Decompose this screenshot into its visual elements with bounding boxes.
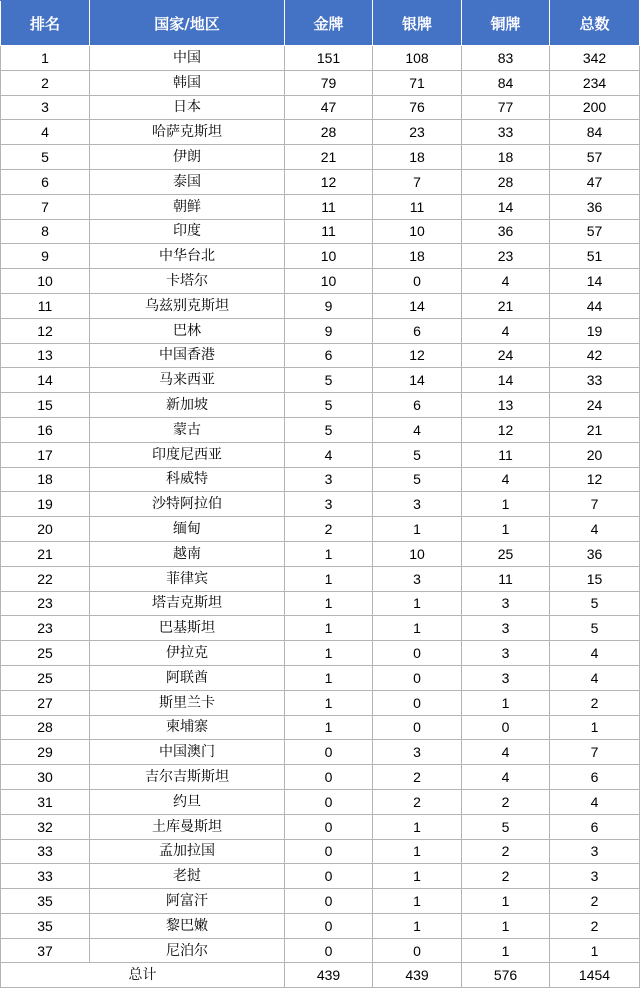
cell-gold: 0 <box>285 864 373 889</box>
cell-country: 印度尼西亚 <box>90 442 285 467</box>
cell-gold: 1 <box>285 591 373 616</box>
cell-country: 越南 <box>90 541 285 566</box>
header-rank: 排名 <box>1 1 90 46</box>
cell-rank: 31 <box>1 789 90 814</box>
cell-silver: 76 <box>373 95 462 120</box>
table-row <box>1 517 640 542</box>
cell-gold: 0 <box>285 814 373 839</box>
cell-gold: 1 <box>285 715 373 740</box>
cell-bronze: 33 <box>462 120 550 145</box>
header-row <box>1 1 640 46</box>
cell-bronze: 1 <box>462 517 550 542</box>
cell-total: 1 <box>550 715 640 740</box>
cell-silver: 10 <box>373 541 462 566</box>
cell-total: 6 <box>550 765 640 790</box>
cell-total: 200 <box>550 95 640 120</box>
cell-rank: 25 <box>1 665 90 690</box>
cell-silver: 1 <box>373 517 462 542</box>
cell-bronze: 13 <box>462 393 550 418</box>
totals-gold: 439 <box>285 963 373 988</box>
cell-gold: 6 <box>285 343 373 368</box>
cell-rank: 9 <box>1 244 90 269</box>
cell-rank: 35 <box>1 889 90 914</box>
cell-rank: 18 <box>1 467 90 492</box>
cell-total: 3 <box>550 839 640 864</box>
cell-bronze: 28 <box>462 169 550 194</box>
cell-bronze: 21 <box>462 293 550 318</box>
cell-rank: 17 <box>1 442 90 467</box>
cell-country: 哈萨克斯坦 <box>90 120 285 145</box>
cell-total: 2 <box>550 690 640 715</box>
cell-country: 沙特阿拉伯 <box>90 492 285 517</box>
cell-silver: 3 <box>373 740 462 765</box>
table-row <box>1 293 640 318</box>
cell-bronze: 4 <box>462 318 550 343</box>
medal-table-body <box>1 46 640 963</box>
cell-total: 5 <box>550 591 640 616</box>
cell-silver: 5 <box>373 442 462 467</box>
table-row <box>1 665 640 690</box>
cell-silver: 6 <box>373 393 462 418</box>
table-row <box>1 492 640 517</box>
cell-rank: 14 <box>1 368 90 393</box>
cell-silver: 0 <box>373 715 462 740</box>
cell-total: 4 <box>550 789 640 814</box>
cell-total: 51 <box>550 244 640 269</box>
cell-bronze: 23 <box>462 244 550 269</box>
cell-total: 44 <box>550 293 640 318</box>
table-row <box>1 120 640 145</box>
cell-gold: 1 <box>285 690 373 715</box>
cell-gold: 1 <box>285 616 373 641</box>
table-row <box>1 393 640 418</box>
table-row <box>1 616 640 641</box>
cell-silver: 23 <box>373 120 462 145</box>
cell-bronze: 36 <box>462 219 550 244</box>
cell-silver: 1 <box>373 814 462 839</box>
cell-silver: 3 <box>373 492 462 517</box>
cell-silver: 0 <box>373 665 462 690</box>
cell-total: 12 <box>550 467 640 492</box>
cell-silver: 2 <box>373 765 462 790</box>
cell-rank: 22 <box>1 566 90 591</box>
cell-bronze: 2 <box>462 839 550 864</box>
table-row <box>1 913 640 938</box>
cell-gold: 11 <box>285 194 373 219</box>
cell-total: 24 <box>550 393 640 418</box>
cell-silver: 108 <box>373 46 462 71</box>
cell-bronze: 0 <box>462 715 550 740</box>
cell-bronze: 77 <box>462 95 550 120</box>
cell-silver: 0 <box>373 938 462 963</box>
header-country: 国家/地区 <box>90 1 285 46</box>
cell-silver: 12 <box>373 343 462 368</box>
cell-rank: 37 <box>1 938 90 963</box>
cell-gold: 79 <box>285 70 373 95</box>
cell-bronze: 14 <box>462 194 550 219</box>
cell-silver: 1 <box>373 889 462 914</box>
cell-rank: 20 <box>1 517 90 542</box>
cell-total: 1 <box>550 938 640 963</box>
cell-gold: 1 <box>285 641 373 666</box>
table-row <box>1 244 640 269</box>
table-row <box>1 318 640 343</box>
cell-total: 47 <box>550 169 640 194</box>
cell-total: 57 <box>550 145 640 170</box>
cell-bronze: 1 <box>462 889 550 914</box>
cell-bronze: 14 <box>462 368 550 393</box>
cell-silver: 1 <box>373 839 462 864</box>
cell-country: 阿联酋 <box>90 665 285 690</box>
totals-bronze: 576 <box>462 963 550 988</box>
cell-rank: 1 <box>1 46 90 71</box>
cell-country: 缅甸 <box>90 517 285 542</box>
cell-rank: 2 <box>1 70 90 95</box>
cell-country: 伊朗 <box>90 145 285 170</box>
cell-rank: 13 <box>1 343 90 368</box>
header-silver: 银牌 <box>373 1 462 46</box>
cell-silver: 0 <box>373 641 462 666</box>
cell-country: 孟加拉国 <box>90 839 285 864</box>
cell-country: 约旦 <box>90 789 285 814</box>
cell-gold: 1 <box>285 541 373 566</box>
cell-rank: 16 <box>1 417 90 442</box>
table-row <box>1 145 640 170</box>
header-bronze: 铜牌 <box>462 1 550 46</box>
cell-silver: 1 <box>373 616 462 641</box>
cell-country: 马来西亚 <box>90 368 285 393</box>
cell-rank: 21 <box>1 541 90 566</box>
cell-gold: 1 <box>285 665 373 690</box>
table-row <box>1 641 640 666</box>
cell-rank: 28 <box>1 715 90 740</box>
cell-total: 20 <box>550 442 640 467</box>
table-row <box>1 194 640 219</box>
table-row <box>1 541 640 566</box>
cell-country: 巴基斯坦 <box>90 616 285 641</box>
cell-total: 84 <box>550 120 640 145</box>
cell-country: 吉尔吉斯斯坦 <box>90 765 285 790</box>
cell-rank: 15 <box>1 393 90 418</box>
cell-bronze: 4 <box>462 467 550 492</box>
cell-bronze: 1 <box>462 492 550 517</box>
cell-gold: 3 <box>285 492 373 517</box>
table-row <box>1 467 640 492</box>
cell-silver: 11 <box>373 194 462 219</box>
table-row <box>1 765 640 790</box>
cell-country: 中国香港 <box>90 343 285 368</box>
cell-silver: 18 <box>373 244 462 269</box>
cell-total: 33 <box>550 368 640 393</box>
cell-bronze: 2 <box>462 789 550 814</box>
table-row <box>1 219 640 244</box>
cell-silver: 6 <box>373 318 462 343</box>
table-row <box>1 740 640 765</box>
cell-rank: 27 <box>1 690 90 715</box>
cell-country: 塔吉克斯坦 <box>90 591 285 616</box>
cell-gold: 28 <box>285 120 373 145</box>
cell-country: 斯里兰卡 <box>90 690 285 715</box>
cell-country: 朝鲜 <box>90 194 285 219</box>
table-row <box>1 864 640 889</box>
cell-rank: 5 <box>1 145 90 170</box>
cell-bronze: 1 <box>462 913 550 938</box>
cell-rank: 6 <box>1 169 90 194</box>
cell-rank: 10 <box>1 269 90 294</box>
cell-gold: 10 <box>285 244 373 269</box>
cell-silver: 1 <box>373 864 462 889</box>
cell-total: 4 <box>550 665 640 690</box>
cell-gold: 2 <box>285 517 373 542</box>
cell-bronze: 1 <box>462 938 550 963</box>
cell-rank: 23 <box>1 591 90 616</box>
cell-rank: 7 <box>1 194 90 219</box>
table-row <box>1 343 640 368</box>
table-row <box>1 591 640 616</box>
cell-rank: 19 <box>1 492 90 517</box>
cell-country: 中国 <box>90 46 285 71</box>
cell-country: 黎巴嫩 <box>90 913 285 938</box>
cell-gold: 0 <box>285 913 373 938</box>
table-row <box>1 715 640 740</box>
cell-total: 57 <box>550 219 640 244</box>
cell-bronze: 3 <box>462 665 550 690</box>
cell-rank: 11 <box>1 293 90 318</box>
table-row <box>1 95 640 120</box>
cell-rank: 23 <box>1 616 90 641</box>
cell-country: 日本 <box>90 95 285 120</box>
cell-total: 15 <box>550 566 640 591</box>
table-row <box>1 368 640 393</box>
cell-gold: 0 <box>285 765 373 790</box>
cell-gold: 9 <box>285 293 373 318</box>
cell-gold: 5 <box>285 368 373 393</box>
table-row <box>1 938 640 963</box>
cell-country: 老挝 <box>90 864 285 889</box>
table-row <box>1 442 640 467</box>
cell-country: 中华台北 <box>90 244 285 269</box>
cell-bronze: 1 <box>462 690 550 715</box>
cell-total: 342 <box>550 46 640 71</box>
cell-gold: 5 <box>285 417 373 442</box>
table-row <box>1 417 640 442</box>
cell-rank: 33 <box>1 864 90 889</box>
cell-bronze: 25 <box>462 541 550 566</box>
cell-silver: 4 <box>373 417 462 442</box>
cell-total: 19 <box>550 318 640 343</box>
cell-total: 2 <box>550 889 640 914</box>
cell-country: 乌兹别克斯坦 <box>90 293 285 318</box>
table-row <box>1 889 640 914</box>
cell-gold: 9 <box>285 318 373 343</box>
cell-gold: 47 <box>285 95 373 120</box>
cell-gold: 11 <box>285 219 373 244</box>
cell-bronze: 12 <box>462 417 550 442</box>
table-row <box>1 46 640 71</box>
cell-gold: 0 <box>285 789 373 814</box>
table-row <box>1 690 640 715</box>
cell-total: 6 <box>550 814 640 839</box>
cell-silver: 0 <box>373 269 462 294</box>
table-row <box>1 566 640 591</box>
header-total: 总数 <box>550 1 640 46</box>
cell-country: 土库曼斯坦 <box>90 814 285 839</box>
cell-bronze: 3 <box>462 591 550 616</box>
cell-rank: 30 <box>1 765 90 790</box>
cell-silver: 0 <box>373 690 462 715</box>
cell-rank: 4 <box>1 120 90 145</box>
cell-country: 科威特 <box>90 467 285 492</box>
cell-gold: 21 <box>285 145 373 170</box>
cell-bronze: 3 <box>462 616 550 641</box>
cell-silver: 3 <box>373 566 462 591</box>
cell-bronze: 11 <box>462 566 550 591</box>
cell-silver: 2 <box>373 789 462 814</box>
cell-total: 7 <box>550 740 640 765</box>
cell-rank: 32 <box>1 814 90 839</box>
cell-rank: 25 <box>1 641 90 666</box>
cell-silver: 5 <box>373 467 462 492</box>
cell-bronze: 11 <box>462 442 550 467</box>
cell-total: 3 <box>550 864 640 889</box>
cell-country: 蒙古 <box>90 417 285 442</box>
cell-country: 中国澳门 <box>90 740 285 765</box>
cell-country: 菲律宾 <box>90 566 285 591</box>
cell-total: 4 <box>550 641 640 666</box>
cell-country: 阿富汗 <box>90 889 285 914</box>
cell-total: 21 <box>550 417 640 442</box>
cell-bronze: 4 <box>462 269 550 294</box>
cell-total: 14 <box>550 269 640 294</box>
cell-gold: 12 <box>285 169 373 194</box>
cell-silver: 14 <box>373 293 462 318</box>
cell-silver: 14 <box>373 368 462 393</box>
cell-silver: 10 <box>373 219 462 244</box>
cell-bronze: 83 <box>462 46 550 71</box>
table-row <box>1 269 640 294</box>
table-row <box>1 789 640 814</box>
cell-gold: 0 <box>285 839 373 864</box>
cell-silver: 71 <box>373 70 462 95</box>
cell-gold: 3 <box>285 467 373 492</box>
cell-total: 4 <box>550 517 640 542</box>
cell-total: 234 <box>550 70 640 95</box>
cell-bronze: 24 <box>462 343 550 368</box>
cell-gold: 10 <box>285 269 373 294</box>
cell-country: 泰国 <box>90 169 285 194</box>
table-row <box>1 70 640 95</box>
table-row <box>1 169 640 194</box>
header-gold: 金牌 <box>285 1 373 46</box>
cell-country: 柬埔寨 <box>90 715 285 740</box>
totals-row <box>1 963 640 988</box>
cell-bronze: 5 <box>462 814 550 839</box>
cell-gold: 0 <box>285 740 373 765</box>
cell-gold: 5 <box>285 393 373 418</box>
cell-country: 巴林 <box>90 318 285 343</box>
cell-bronze: 2 <box>462 864 550 889</box>
totals-total: 1454 <box>550 963 640 988</box>
cell-rank: 8 <box>1 219 90 244</box>
table-row <box>1 839 640 864</box>
cell-country: 卡塔尔 <box>90 269 285 294</box>
cell-rank: 3 <box>1 95 90 120</box>
cell-rank: 29 <box>1 740 90 765</box>
cell-bronze: 18 <box>462 145 550 170</box>
cell-gold: 151 <box>285 46 373 71</box>
cell-total: 36 <box>550 194 640 219</box>
cell-country: 新加坡 <box>90 393 285 418</box>
cell-gold: 1 <box>285 566 373 591</box>
cell-silver: 1 <box>373 591 462 616</box>
cell-total: 2 <box>550 913 640 938</box>
cell-silver: 18 <box>373 145 462 170</box>
cell-silver: 1 <box>373 913 462 938</box>
cell-total: 42 <box>550 343 640 368</box>
cell-total: 5 <box>550 616 640 641</box>
cell-bronze: 4 <box>462 740 550 765</box>
cell-rank: 12 <box>1 318 90 343</box>
cell-rank: 35 <box>1 913 90 938</box>
cell-country: 尼泊尔 <box>90 938 285 963</box>
totals-label: 总计 <box>1 963 285 988</box>
table-row <box>1 814 640 839</box>
cell-total: 7 <box>550 492 640 517</box>
cell-gold: 0 <box>285 889 373 914</box>
cell-bronze: 84 <box>462 70 550 95</box>
cell-gold: 4 <box>285 442 373 467</box>
cell-gold: 0 <box>285 938 373 963</box>
cell-rank: 33 <box>1 839 90 864</box>
cell-bronze: 4 <box>462 765 550 790</box>
cell-total: 36 <box>550 541 640 566</box>
cell-bronze: 3 <box>462 641 550 666</box>
cell-country: 印度 <box>90 219 285 244</box>
cell-silver: 7 <box>373 169 462 194</box>
cell-country: 韩国 <box>90 70 285 95</box>
totals-silver: 439 <box>373 963 462 988</box>
cell-country: 伊拉克 <box>90 641 285 666</box>
